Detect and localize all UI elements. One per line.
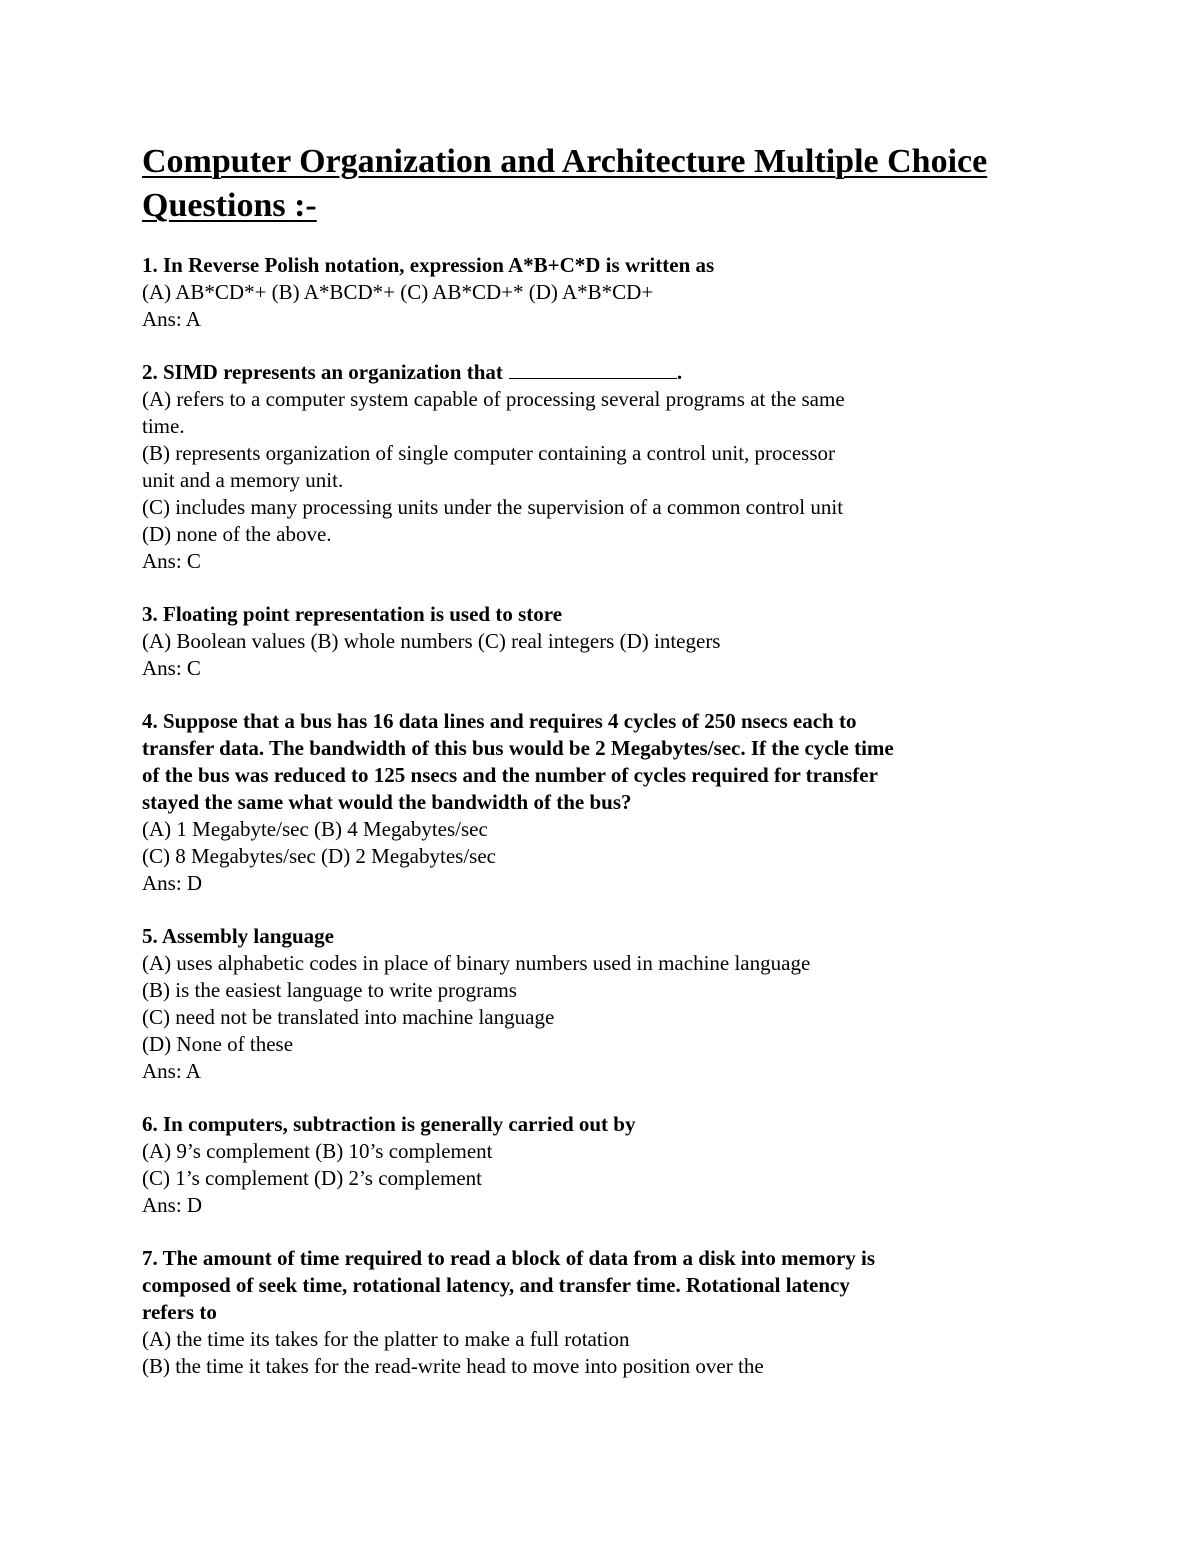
options-line: (A) AB*CD*+ (B) A*BCD*+ (C) AB*CD+* (D) A*B*CD+ (142, 280, 654, 304)
question-text: 4. Suppose that a bus has 16 data lines and requires 4 cycles of 250 nsecs each to (142, 709, 857, 733)
question-2 (142, 359, 1042, 575)
options-line: (A) Boolean values (B) whole numbers (C) real integers (D) integers (142, 629, 721, 653)
options-line: (C) 1’s complement (D) 2’s complement (142, 1166, 483, 1190)
options-line: (D) none of the above. (142, 522, 332, 546)
blank-suffix: . (676, 360, 683, 384)
question-text: 1. In Reverse Polish notation, expression A*B+C*D is written as (142, 253, 715, 277)
options-line: (C) includes many processing units under the supervision of a common control unit (142, 495, 844, 519)
options-line: time. (142, 414, 185, 438)
document-title (142, 140, 1042, 228)
answer: Ans: C (142, 549, 201, 573)
options-line: (A) 1 Megabyte/sec (B) 4 Megabytes/sec (142, 817, 488, 841)
question-text: refers to (142, 1300, 217, 1324)
question-4 (142, 708, 1042, 897)
options-line: (B) the time it takes for the read-write head to move into position over the (142, 1354, 764, 1378)
answer: Ans: C (142, 656, 201, 680)
options-line: (A) the time its takes for the platter to make a full rotation (142, 1327, 630, 1351)
options-line: (D) None of these (142, 1032, 294, 1056)
question-text: transfer data. The bandwidth of this bus would be 2 Megabytes/sec. If the cycle time (142, 736, 894, 760)
answer: Ans: A (142, 1059, 201, 1083)
question-5 (142, 923, 1042, 1085)
question-text: 5. Assembly language (142, 924, 334, 948)
answer: Ans: D (142, 871, 203, 895)
document-page (142, 140, 1042, 1406)
options-line: unit and a memory unit. (142, 468, 344, 492)
answer: Ans: D (142, 1193, 203, 1217)
question-text: 7. The amount of time required to read a block of data from a disk into memory is (142, 1246, 876, 1270)
options-line: (B) is the easiest language to write programs (142, 978, 517, 1002)
options-line: (A) uses alphabetic codes in place of binary numbers used in machine language (142, 951, 811, 975)
question-text: stayed the same what would the bandwidth of the bus? (142, 790, 632, 814)
question-text: 3. Floating point representation is used to store (142, 602, 563, 626)
options-line: (B) represents organization of single computer containing a control unit, processor (142, 441, 835, 465)
question-7 (142, 1245, 1042, 1380)
question-text (142, 359, 1042, 386)
document-title-line-2: Questions :- (142, 187, 317, 224)
question-1 (142, 252, 1042, 333)
question-text: 6. In computers, subtraction is generally carried out by (142, 1112, 636, 1136)
question-text: of the bus was reduced to 125 nsecs and the number of cycles required for transfer (142, 763, 878, 787)
options-line: (C) 8 Megabytes/sec (D) 2 Megabytes/sec (142, 844, 496, 868)
options-line: (A) 9’s complement (B) 10’s complement (142, 1139, 493, 1163)
fill-in-blank (509, 360, 677, 379)
question-3 (142, 601, 1042, 682)
options-line: (A) refers to a computer system capable of processing several programs at the same (142, 387, 845, 411)
options-line: (C) need not be translated into machine language (142, 1005, 555, 1029)
question-6 (142, 1111, 1042, 1219)
question-text-main: 2. SIMD represents an organization that (142, 360, 503, 384)
document-title-line-1: Computer Organization and Architecture Multiple Choice (142, 143, 988, 180)
question-text: composed of seek time, rotational latency, and transfer time. Rotational latency (142, 1273, 850, 1297)
answer: Ans: A (142, 307, 201, 331)
